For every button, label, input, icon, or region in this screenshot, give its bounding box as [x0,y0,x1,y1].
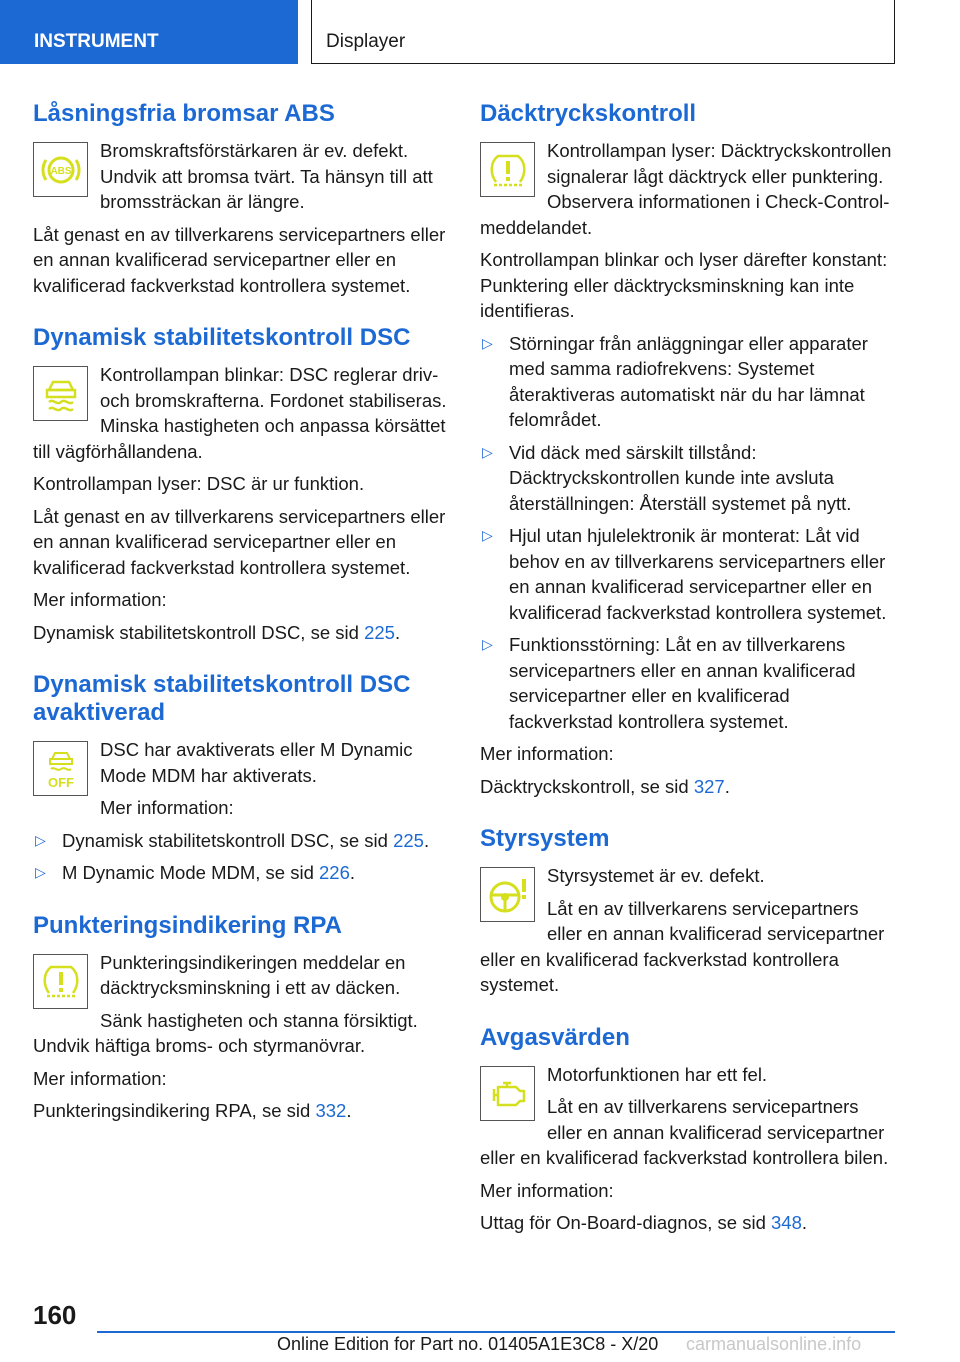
steering-text-1: Styrsystemet är ev. defekt. [547,865,765,886]
tpms-reference: Däcktryckskontroll, se sid 327. [480,775,730,797]
svg-text:ABS: ABS [49,165,72,177]
steering-heading: Styrsystem [480,825,610,852]
list-item: ▷ Funktionsstörning: Låt en av tillverkarens servicepartners eller en annan kvalificerad servicepartner eller en kvalificerad fackverkstad kontrollera systemet. [482,634,856,732]
triangle-bullet-icon: ▷ [482,443,493,460]
abs-text-2: Låt genast en av tillverkarens servicepartners eller en annan kvalificerad servicepartner eller en kvalificerad fackverkstad kontrollera systemet. [33,223,446,296]
list-item: ▷ Störningar från anläggningar eller apparater med samma radiofrekvens: Systemet återaktiveras automatiskt när du har lämnat felområdet. [482,332,868,430]
dsc-text-2: Kontrollampan lyser: DSC är ur funktion. [33,473,365,494]
abs-text-1: Bromskraftsförstärkaren är ev. defekt. Undvik att bromsa tvärt. Ta hänsyn till att bromssträckan är längre. [100,140,433,212]
chapter-tab: INSTRUMENT [0,0,298,64]
list-item: ▷ Vid däck med särskilt tillstånd: Däcktryckskontrollen kunde inte avsluta återställningen: Återställ systemet på nytt. [482,441,852,514]
triangle-bullet-icon: ▷ [482,334,493,351]
rpa-text-1: Punkteringsindikeringen meddelar en däcktrycksminskning i ett av däcken. [100,951,406,998]
dsc-heading: Dynamisk stabilitetskontroll DSC [33,324,411,351]
engine-check-icon [480,1066,535,1121]
list-item: ▷ Hjul utan hjulelektronik är monterat: Låt vid behov en av tillverkarens servicepartners eller en annan kvalificerad servicepartner eller en kvalificerad fackverkstad kontrollera systemet. [482,525,887,623]
rpa-heading: Punkteringsindikering RPA [33,911,342,939]
rpa-reference: Punkteringsindikering RPA, se sid 332. [33,1100,352,1121]
tpms-text-1: Kontrollampan lyser: Däcktryckskontrollen signalerar lågt däcktryck eller punktering. Observera informationen i Check-Control-meddelandet. [480,140,892,238]
page-link[interactable]: 226 [319,862,350,883]
tpms-heading: Däcktryckskontroll [480,100,697,127]
triangle-bullet-icon: ▷ [482,636,493,652]
rpa-page-link[interactable]: 332 [315,1100,347,1121]
steering-text-2: Låt en av tillverkarens servicepartners eller en annan kvalificerad servicepartner eller en kvalificerad fackverkstad kontrollera systemet. [480,897,885,995]
tpms-text-2: Kontrollampan blinkar och lyser därefter konstant: Punktering eller däcktrycksminskning kan inte identifieras. [480,249,888,321]
steering-wheel-warning-icon [480,867,535,922]
page-number: 160 [33,1300,77,1330]
emissions-more-info: Mer information: [480,1179,614,1201]
triangle-bullet-icon: ▷ [482,527,493,543]
section-title: Displayer [311,0,895,64]
dsc-text-3: Låt genast en av tillverkarens servicepartners eller en annan kvalificerad servicepartner eller en kvalificerad fackverkstad kontrollera systemet. [33,505,446,578]
tpms-more-info: Mer information: [480,743,614,764]
rpa-text-2: Sänk hastigheten och stanna försiktigt. Undvik häftiga broms- och styrmanövrar. [33,1009,418,1056]
abs-heading: Låsningsfria bromsar ABS [33,100,335,127]
dsc-off-bullet-list [33,828,447,886]
watermark: carmanualsonline.info [686,1334,862,1354]
dsc-reference: Dynamisk stabilitetskontroll DSC, se sid 225. [33,621,401,643]
emissions-text-1: Motorfunktionen har ett fel. [547,1063,768,1085]
tire-pressure-warning-icon [480,142,535,197]
dsc-text-1: Kontrollampan blinkar: DSC reglerar driv- och bromskrafterna. Fordonet stabiliseras. Minska hastigheten och anpassa körsättet till vägförhållandena. [33,364,447,462]
emissions-text-2: Låt en av tillverkarens servicepartners eller en annan kvalificerad servicepartner eller en kvalificerad fackverkstad kontrollera bilen. [480,1096,889,1168]
left-column [33,100,447,1131]
triangle-bullet-icon: ▷ [35,831,46,848]
list-item: ▷ M Dynamic Mode MDM, se sid 226. [33,860,447,886]
page-link[interactable]: 225 [393,829,424,851]
dsc-off-icon [33,741,88,796]
tpms-page-link[interactable]: 327 [693,775,725,797]
dsc-off-more-info: Mer information: [100,797,234,818]
svg-text:OFF: OFF [47,774,74,790]
emissions-reference: Uttag för On-Board-diagnos, se sid 348. [480,1212,808,1233]
dsc-car-skid-icon [33,366,88,421]
list-item: ▷ Dynamisk stabilitetskontroll DSC, se sid 225. [33,828,447,854]
tire-pressure-warning-icon [33,954,88,1009]
emissions-heading: Avgasvärden [480,1023,630,1051]
triangle-bullet-icon: ▷ [35,864,46,880]
dsc-more-info: Mer information: [33,589,167,610]
abs-warning-icon [33,142,88,197]
rpa-more-info: Mer information: [33,1067,167,1089]
emissions-page-link[interactable]: 348 [771,1212,802,1233]
tpms-bullet-list [480,331,894,735]
footer-divider [97,1331,895,1333]
dsc-off-heading: Dynamisk stabilitetskontroll DSC avaktiverad [33,671,411,726]
footer-edition: Online Edition for Part no. 01405A1E3C8 - X/20 [277,1334,659,1354]
dsc-off-text-1: DSC har avaktiverats eller M Dynamic Mode MDM har aktiverats. [100,739,413,786]
right-column [480,100,894,1243]
dsc-page-link[interactable]: 225 [364,621,395,643]
